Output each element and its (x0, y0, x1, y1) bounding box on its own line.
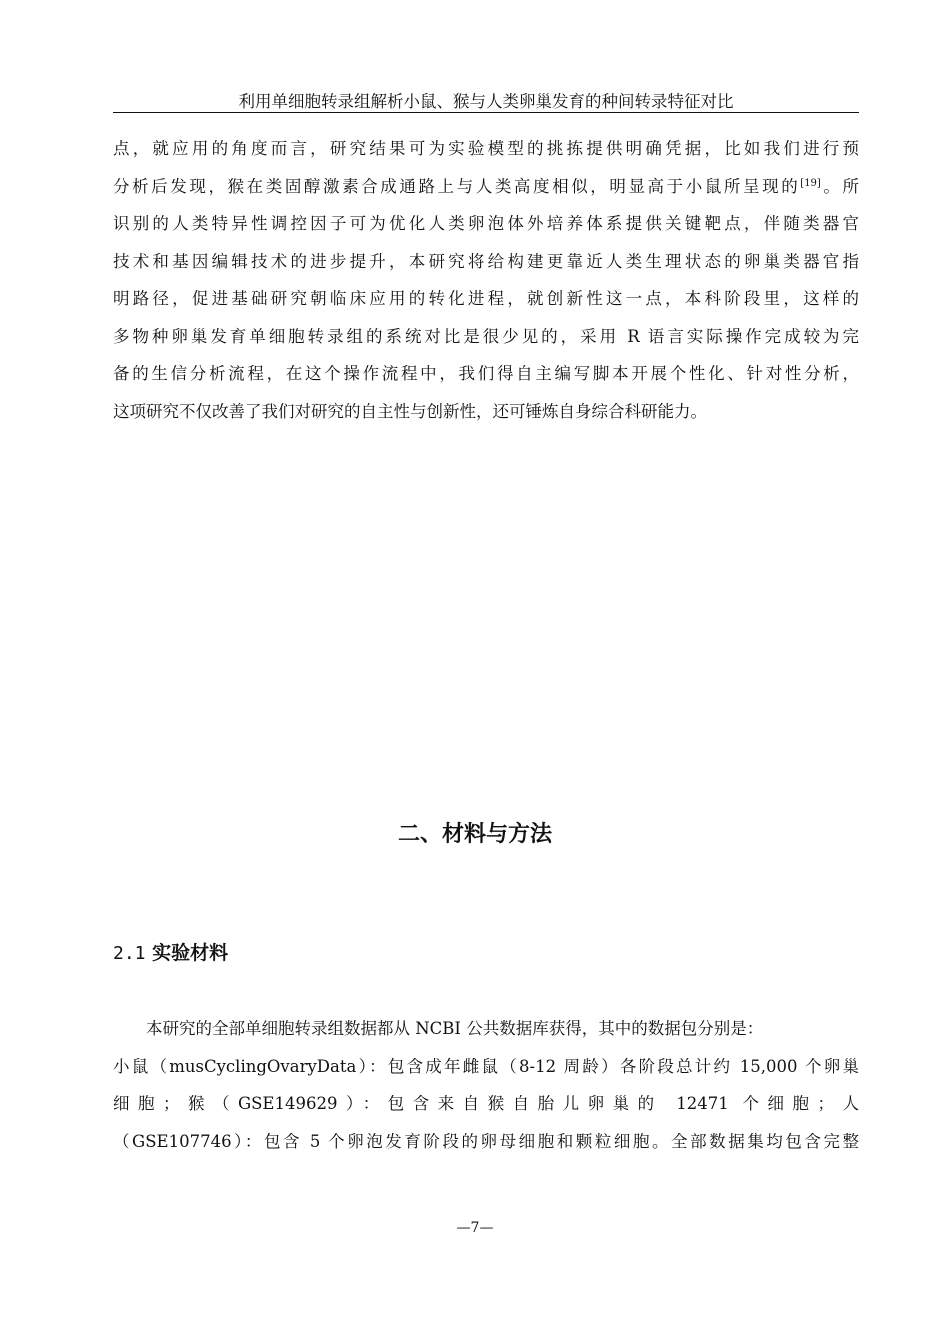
paragraph-line: 识别的人类特异性调控因子可为优化人类卵泡体外培养体系提供关键靶点，伴随类器官 (113, 214, 859, 233)
paragraph-line: 这项研究不仅改善了我们对研究的自主性与创新性，还可锤炼自身综合科研能力。 (113, 401, 707, 421)
paragraph-line-text: 分析后发现，猴在类固醇激素合成通路上与人类高度相似，明显高于小鼠所呈现的 (113, 176, 801, 196)
paragraph-line: 多物种卵巢发育单细胞转录组的系统对比是很少见的，采用 R 语言实际操作完成较为完 (113, 326, 859, 346)
header-rule (113, 112, 859, 113)
paragraph-line: 小鼠（musCyclingOvaryData）：包含成年雌鼠（8-12 周龄）各阶段总计约 15,000 个卵巢 (113, 1056, 859, 1076)
paragraph-line (113, 168, 859, 206)
paragraph-line: 细胞；猴（GSE149629）：包含来自猴自胎儿卵巢的 12471 个细胞；人 (113, 1094, 859, 1113)
materials-paragraph (113, 1010, 859, 1160)
section-number: 2.1 (113, 943, 146, 964)
paragraph-line-tail: 。所 (820, 176, 859, 196)
paragraph-line: 备的生信分析流程，在这个操作流程中，我们得自主编写脚本开展个性化、针对性分析， (113, 364, 859, 383)
citation-marker: [19] (800, 177, 821, 189)
paragraph-line: 点，就应用的角度而言，研究结果可为实验模型的挑拣提供明确凭据，比如我们进行预 (113, 139, 859, 158)
running-header: 利用单细胞转录组解析小鼠、猴与人类卵巢发育的种间转录特征对比 (238, 92, 734, 111)
intro-paragraph (113, 130, 859, 430)
section-heading (113, 936, 228, 971)
paragraph-line: 本研究的全部单细胞转录组数据都从 NCBI 公共数据库获得，其中的数据包分别是： (113, 1019, 764, 1038)
paragraph-line: 明路径，促进基础研究朝临床应用的转化进程，就创新性这一点，本科阶段里，这样的 (113, 289, 859, 308)
section-title-text: 实验材料 (152, 942, 229, 964)
chapter-title: 二、材料与方法 (397, 822, 552, 847)
paragraph-line: （GSE107746）：包含 5 个卵泡发育阶段的卵母细胞和颗粒细胞。全部数据集均包含完整 (113, 1131, 859, 1151)
paragraph-line: 技术和基因编辑技术的进步提升，本研究将给构建更靠近人类生理状态的卵巢类器官指 (113, 251, 859, 271)
page-number: —7— (456, 1220, 494, 1236)
